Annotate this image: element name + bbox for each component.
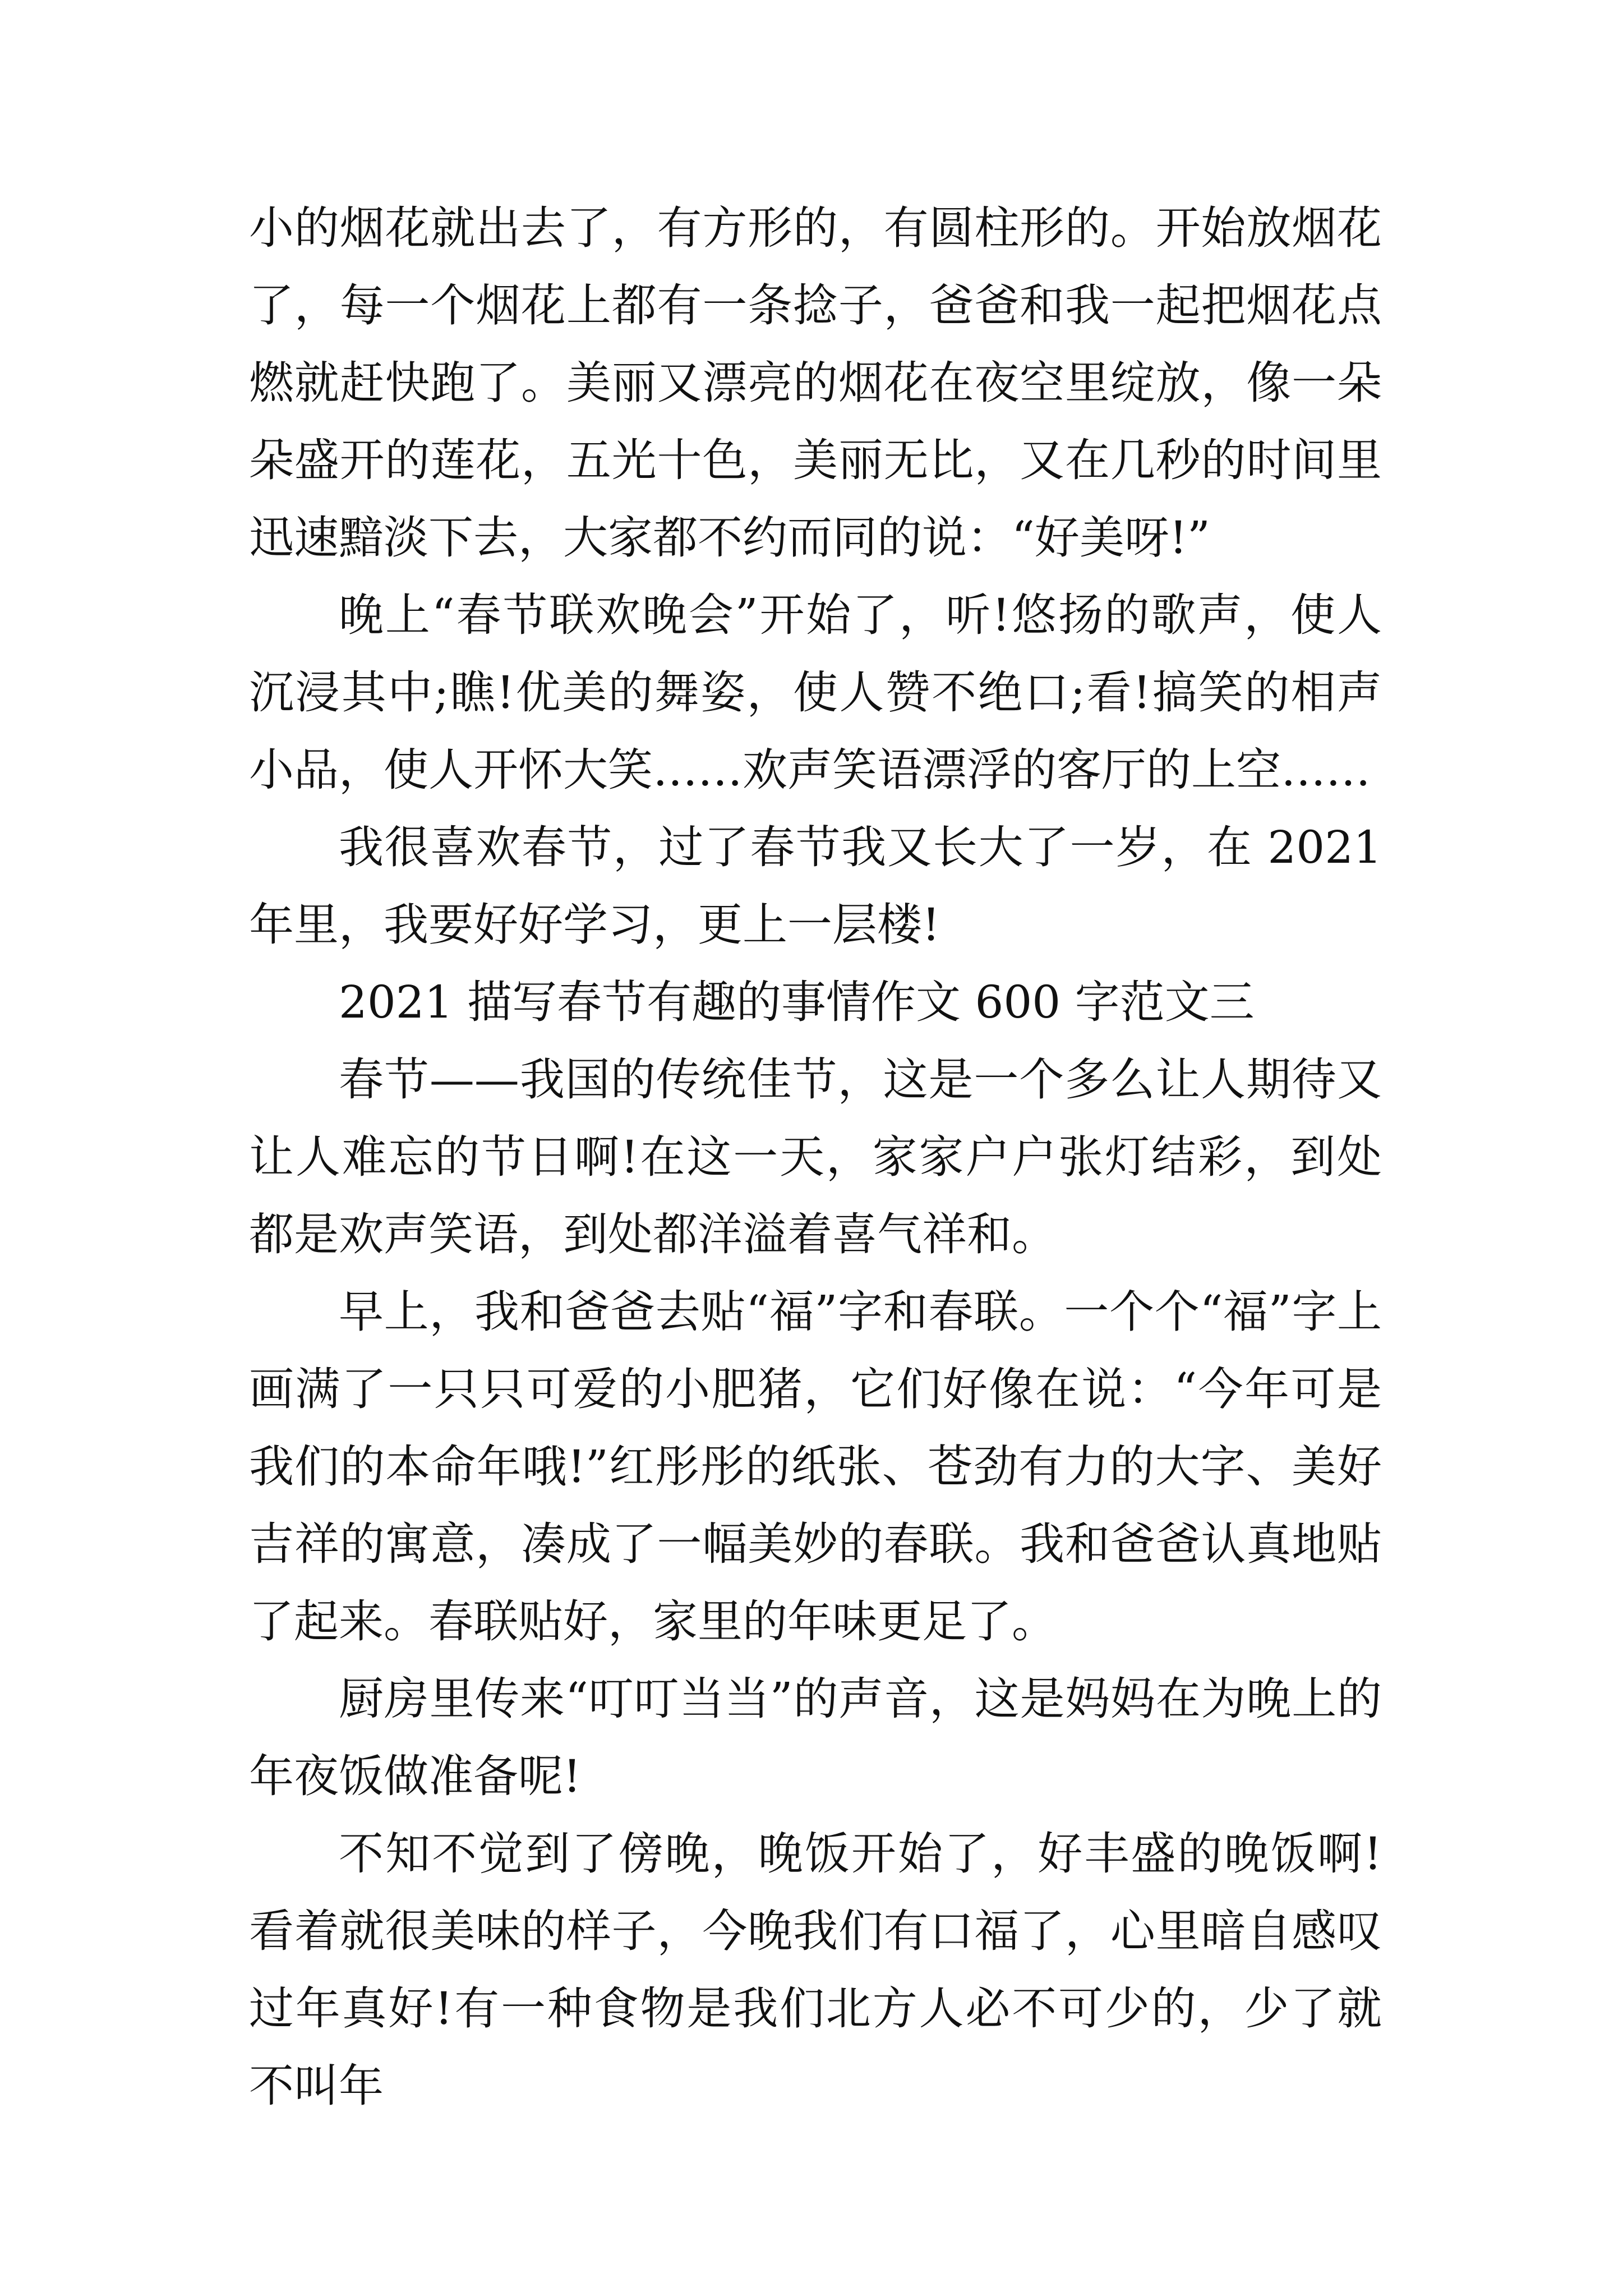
paragraph: 小的烟花就出去了，有方形的，有圆柱形的。开始放烟花了，每一个烟花上都有一条捻子，爸爸和我一起把烟花点燃就赶快跑了。美丽又漂亮的烟花在夜空里绽放，像一朵朵盛开的莲花，五光十色，美丽无比，又在几秒的时间里迅速黯淡下去，大家都不约而同的说：“好美呀!” bbox=[249, 202, 1382, 564]
paragraph: 早上，我和爸爸去贴“福”字和春联。一个个“福”字上画满了一只只可爱的小肥猪，它们好像在说：“今年可是我们的本命年哦!”红彤彤的纸张、苍劲有力的大字、美好吉祥的寓意，凑成了一幅美妙的春联。我和爸爸认真地贴了起来。春联贴好，家里的年味更足了。 bbox=[249, 1286, 1382, 1648]
document-body bbox=[249, 190, 1382, 2125]
paragraph: 不知不觉到了傍晚，晚饭开始了，好丰盛的晚饭啊!看着就很美味的样子，今晚我们有口福了，心里暗自感叹过年真好!有一种食物是我们北方人必不可少的，少了就不叫年 bbox=[249, 1828, 1382, 2112]
section-heading: 2021 描写春节有趣的事情作文 600 字范文三 bbox=[339, 976, 1255, 1028]
paragraph: 我很喜欢春节，过了春节我又长大了一岁，在 2021 年里，我要好好学习，更上一层楼! bbox=[249, 821, 1382, 951]
paragraph: 晚上“春节联欢晚会”开始了，听!悠扬的歌声，使人沉浸其中;瞧!优美的舞姿，使人赞不绝口;看!搞笑的相声小品，使人开怀大笑……欢声笑语漂浮的客厅的上空…… bbox=[249, 589, 1382, 796]
paragraph: 厨房里传来“叮叮当当”的声音，这是妈妈在为晚上的年夜饭做准备呢! bbox=[249, 1673, 1382, 1802]
paragraph: 春节——我国的传统佳节，这是一个多么让人期待又让人难忘的节日啊!在这一天，家家户户张灯结彩，到处都是欢声笑语，到处都洋溢着喜气祥和。 bbox=[249, 1053, 1382, 1260]
